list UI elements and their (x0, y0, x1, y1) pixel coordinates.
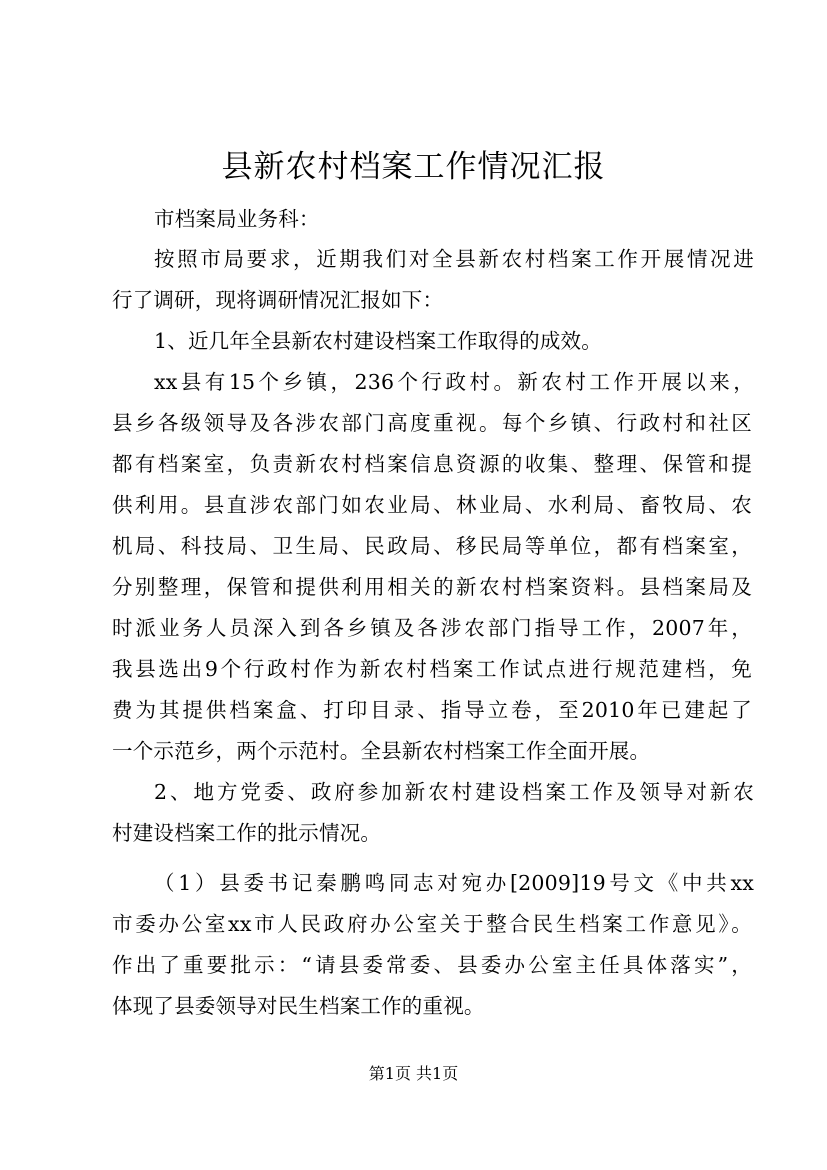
paragraph-line: 县乡各级领导及各涉农部门高度重视。每个乡镇、行政村和社区 (112, 411, 752, 435)
paragraph-line: 机局、科技局、卫生局、民政局、移民局等单位，都有档案室， (112, 534, 752, 558)
paragraph-line: 行了调研，现将调研情况汇报如下： (112, 288, 444, 312)
section-heading: 村建设档案工作的批示情况。 (112, 821, 382, 845)
page-footer: 第1页 共1页 (368, 1064, 459, 1083)
document-title: 县新农村档案工作情况汇报 (221, 149, 606, 185)
paragraph-line: 都有档案室，负责新农村档案信息资源的收集、整理、保管和提 (112, 452, 752, 476)
paragraph-line: 我县选出9个行政村作为新农村档案工作试点进行规范建档，免 (112, 657, 752, 681)
paragraph-line: 市委办公室xx市人民政府办公室关于整合民生档案工作意见》。 (112, 912, 752, 936)
paragraph-line: 作出了重要批示：“请县委常委、县委办公室主任具体落实”， (112, 953, 752, 977)
paragraph-line: 供利用。县直涉农部门如农业局、林业局、水利局、畜牧局、农 (112, 493, 752, 517)
paragraph-line: 时派业务人员深入到各乡镇及各涉农部门指导工作，2007年， (112, 616, 752, 640)
section-heading: 2、地方党委、政府参加新农村建设档案工作及领导对新农 (154, 780, 754, 804)
paragraph-line: 体现了县委领导对民生档案工作的重视。 (112, 994, 485, 1018)
paragraph-line: 费为其提供档案盒、打印目录、指导立卷，至2010年已建起了 (112, 698, 752, 722)
paragraph-line: 分别整理，保管和提供利用相关的新农村档案资料。县档案局及 (112, 575, 752, 599)
paragraph-line: 按照市局要求，近期我们对全县新农村档案工作开展情况进 (154, 247, 754, 271)
paragraph-line: xx县有15个乡镇，236个行政村。新农村工作开展以来， (154, 370, 754, 394)
paragraph-line: （1）县委书记秦鹏鸣同志对宛办[2009]19号文《中共xx (154, 871, 754, 895)
salutation: 市档案局业务科： (154, 207, 320, 231)
paragraph-line: 一个示范乡，两个示范村。全县新农村档案工作全面开展。 (112, 739, 651, 763)
section-heading: 1、近几年全县新农村建设档案工作取得的成效。 (154, 329, 602, 353)
